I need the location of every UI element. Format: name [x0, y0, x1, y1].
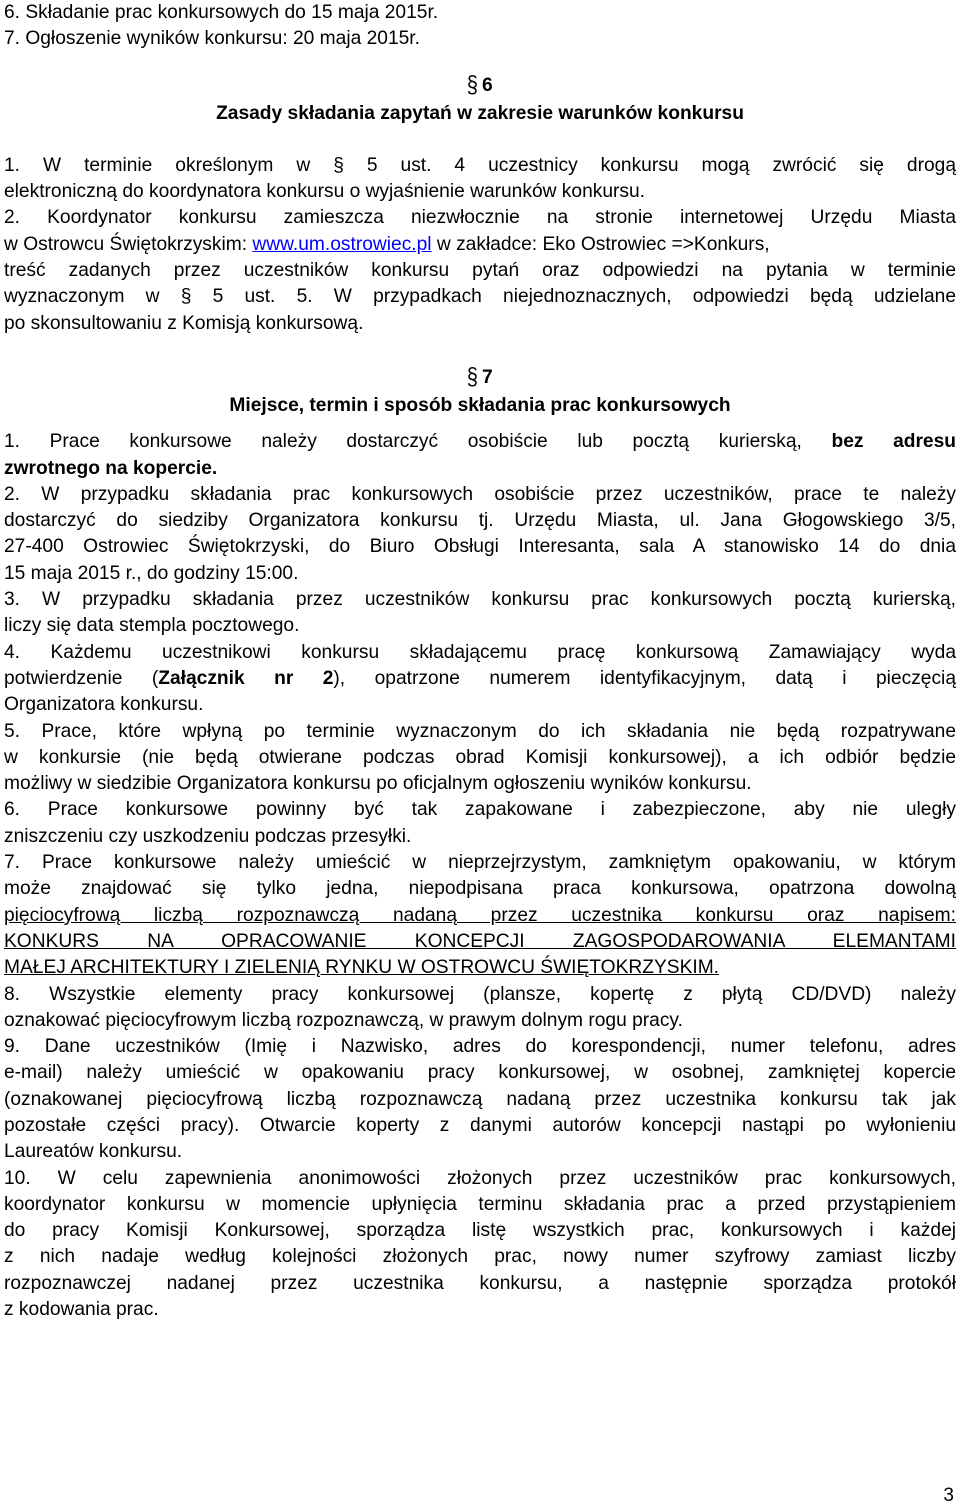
- s7-item-6-line-2: zniszczeniu czy uszkodzeniu podczas przesyłki.: [4, 825, 412, 847]
- s7-item-10-line-2: koordynator konkursu w momencie upłynięcia terminu składania prac a przed przystąpieniem: [4, 1193, 956, 1215]
- s6-p2-text-post: w zakładce: Eko Ostrowiec =>Konkurs,: [431, 233, 770, 255]
- section-sign-icon: §: [467, 364, 479, 391]
- s7-item-3-line-2: liczy się data stempla pocztowego.: [4, 615, 300, 637]
- s7-item-4-text-post: ), opatrzone numerem identyfikacyjnym, datą i pieczęcią: [333, 667, 956, 689]
- s7-item-10-line-4: z nich nadaje według kolejności złożonych prac, nowy numer szyfrowy zamiast liczby: [4, 1246, 956, 1268]
- s7-item-10-line-5: rozpoznawczej nadanej przez uczestnika konkursu, a następnie sporządza protokół: [4, 1272, 956, 1294]
- s7-item-1-text: 1. Prace konkursowe należy dostarczyć osobiście lub pocztą kurierską,: [4, 431, 832, 453]
- attachment-2-ref: Załącznik nr 2: [158, 667, 334, 689]
- s7-item-9-line-2: e-mail) należy umieścić w opakowaniu pracy konkursowej, w osobnej, zamkniętej kopercie: [4, 1062, 956, 1084]
- s6-paragraph-1-line-1: 1. W terminie określonym w § 5 ust. 4 uczestnicy konkursu mogą zwrócić się drogą: [4, 154, 956, 176]
- s7-item-8-line-2: oznakować pięciocyfrowym liczbą rozpoznawczą, w prawym dolnym rogu pracy.: [4, 1009, 683, 1031]
- s6-paragraph-1-line-2: elektroniczną do koordynatora konkursu o wyjaśnienie warunków konkursu.: [4, 181, 645, 203]
- schedule-item-7: 7. Ogłoszenie wyników konkursu: 20 maja 2015r.: [4, 28, 420, 50]
- s7-item-2-line-2: dostarczyć do siedziby Organizatora konkursu tj. Urzędu Miasta, ul. Jana Głogowskiego 3/5,: [4, 510, 956, 532]
- s7-item-5-line-2: w konkursie (nie będą otwierane podczas obrad Komisji konkursowej), a ich odbiór będzie: [4, 746, 956, 768]
- s7-item-2-line-3: 27-400 Ostrowiec Świętokrzyski, do Biuro Obsługi Interesanta, sala A stanowisko 14 do dnia: [4, 536, 956, 558]
- s7-item-9-line-1: 9. Dane uczestników (Imię i Nazwisko, adres do korespondencji, numer telefonu, adres: [4, 1036, 956, 1058]
- section-6-title: Zasady składania zapytań w zakresie warunków konkursu: [216, 102, 744, 124]
- schedule-item-6: 6. Składanie prac konkursowych do 15 maja 2015r.: [4, 2, 439, 23]
- s6-paragraph-2-line-3: treść zadanych przez uczestników konkursu pytań oraz odpowiedzi na pytania w terminie: [4, 260, 956, 282]
- section-6-heading-number: [4, 71, 956, 101]
- s7-item-7-line-1: 7. Prace konkursowe należy umieścić w nieprzejrzystym, zamkniętym opakowaniu, w którym: [4, 852, 956, 874]
- s6-paragraph-2-line-5: po skonsultowaniu z Komisją konkursową.: [4, 312, 364, 334]
- s7-item-5-line-3: możliwy w siedzibie Organizatora konkursu po oficjalnym ogłoszeniu wyników konkursu.: [4, 773, 752, 795]
- s7-item-10-line-6: z kodowania prac.: [4, 1299, 159, 1321]
- s7-item-8-line-1: 8. Wszystkie elementy pracy konkursowej (plansze, kopertę z płytą CD/DVD) należy: [4, 983, 956, 1005]
- s7-item-3-line-1: 3. W przypadku składania przez uczestników konkursu prac konkursowych pocztą kurierską,: [4, 589, 956, 611]
- s6-p2-text-pre: w Ostrowcu Świętokrzyskim:: [4, 233, 253, 255]
- section-7-title: Miejsce, termin i sposób składania prac konkursowych: [229, 394, 731, 416]
- page-number: 3: [943, 1484, 954, 1506]
- document-page: [4, 0, 956, 1323]
- s7-item-1-line-1: [4, 429, 956, 455]
- s6-paragraph-2-line-2: [4, 232, 956, 258]
- section-7-number: 7: [482, 366, 493, 388]
- s7-item-4-text-pre: potwierdzenie (: [4, 667, 159, 689]
- s6-paragraph-2-line-1: 2. Koordynator konkursu zamieszcza niezwłocznie na stronie internetowej Urzędu Miasta: [4, 207, 956, 229]
- s7-item-4-line-1: 4. Każdemu uczestnikowi konkursu składającemu pracę konkursową Zamawiający wyda: [4, 641, 956, 663]
- section-6-number: 6: [482, 74, 493, 96]
- s7-item-10-line-1: 10. W celu zapewnienia anonimowości złożonych przez uczestników prac konkursowych,: [4, 1167, 956, 1189]
- s7-item-10-line-3: do pracy Komisji Konkursowej, sporządza listę wszystkich prac, konkursowych i każdej: [4, 1220, 956, 1242]
- s7-item-5-line-1: 5. Prace, które wpłyną po terminie wyznaczonym do ich składania nie będą rozpatrywane: [4, 720, 956, 742]
- s6-paragraph-2-line-4: wyznaczonym w § 5 ust. 5. W przypadkach niejednoznacznych, odpowiedzi będą udzielane: [4, 286, 956, 308]
- section-sign-icon: §: [467, 71, 479, 99]
- s7-item-7-line-3: pięciocyfrową liczbą rozpoznawczą nadaną przez uczestnika konkursu oraz napisem:: [4, 904, 956, 926]
- section-7-heading-number: [4, 363, 956, 393]
- s7-item-7-line-5: MAŁEJ ARCHITEKTURY I ZIELENIĄ RYNKU W OSTROWCU ŚWIĘTOKRZYSKIM.: [4, 957, 720, 979]
- s7-item-2-line-4: 15 maja 2015 r., do godziny 15:00.: [4, 562, 299, 584]
- s7-item-4-line-2: [4, 666, 956, 692]
- s7-item-7-line-4: KONKURS NA OPRACOWANIE KONCEPCJI ZAGOSPODAROWANIA ELEMANTAMI: [4, 930, 956, 952]
- city-website-link[interactable]: www.um.ostrowiec.pl: [252, 233, 432, 255]
- s7-item-1-line-2: zwrotnego na kopercie.: [4, 457, 218, 479]
- s7-item-9-line-4: pozostałe części pracy). Otwarcie koperty z danymi autorów koncepcji nastąpi po wyłonieniu: [4, 1114, 956, 1136]
- s7-item-9-line-5: Laureatów konkursu.: [4, 1141, 183, 1163]
- s7-item-7-line-2: może znajdować się tylko jedna, niepodpisana praca konkursowa, opatrzona dowolną: [4, 878, 956, 900]
- s7-item-1-bold: bez adresu: [831, 431, 956, 453]
- s7-item-2-line-1: 2. W przypadku składania prac konkursowych osobiście przez uczestników, prace te należy: [4, 483, 956, 505]
- s7-item-6-line-1: 6. Prace konkursowe powinny być tak zapakowane i zabezpieczone, aby nie uległy: [4, 799, 956, 821]
- s7-item-9-line-3: (oznakowanej pięciocyfrową liczbą rozpoznawczą nadaną przez uczestnika konkursu tak jak: [4, 1088, 956, 1110]
- s7-item-4-line-3: Organizatora konkursu.: [4, 694, 204, 716]
